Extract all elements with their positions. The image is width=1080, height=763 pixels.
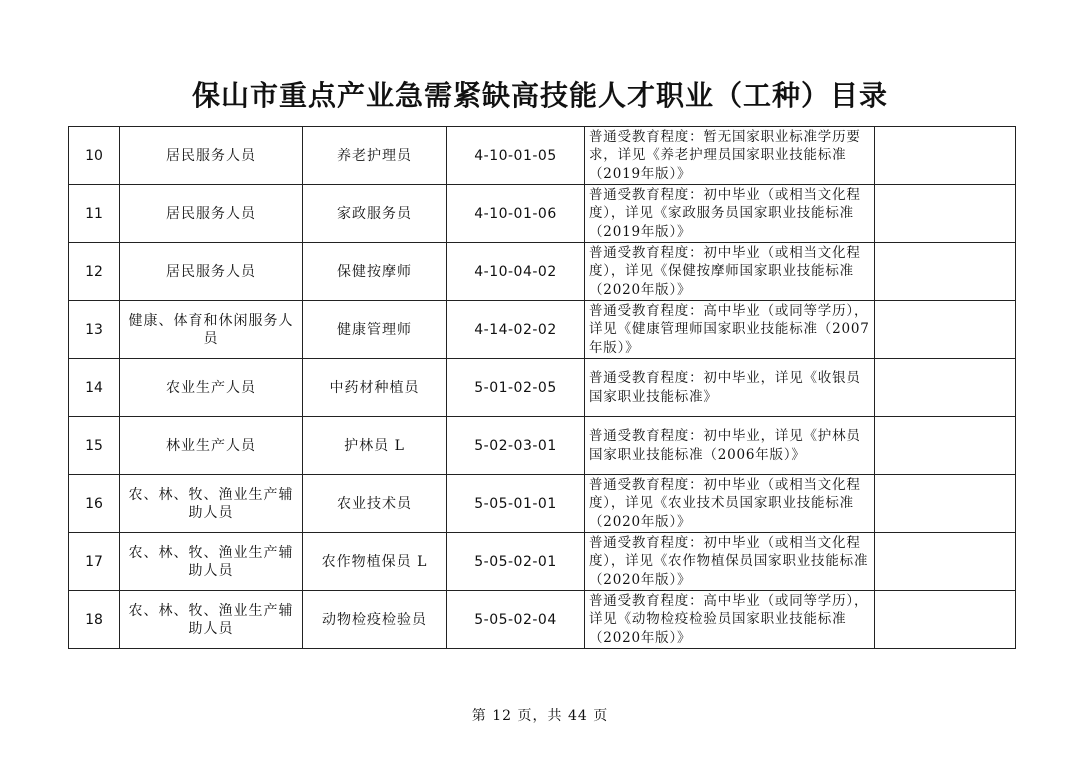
table-row bbox=[69, 417, 1016, 475]
occupation-code-cell: 5-05-01-01 bbox=[447, 475, 585, 533]
category-cell: 居民服务人员 bbox=[120, 127, 303, 185]
occupation-name-cell: 农业技术员 bbox=[303, 475, 447, 533]
extra-cell bbox=[875, 127, 1016, 185]
occupation-name-cell: 护林员 L bbox=[303, 417, 447, 475]
category-cell: 健康、体育和休闲服务人员 bbox=[120, 301, 303, 359]
occupation-table bbox=[68, 126, 1016, 649]
occupation-code-cell: 4-10-01-05 bbox=[447, 127, 585, 185]
category-cell: 农业生产人员 bbox=[120, 359, 303, 417]
table-row bbox=[69, 533, 1016, 591]
category-cell: 居民服务人员 bbox=[120, 185, 303, 243]
occupation-name-cell: 保健按摩师 bbox=[303, 243, 447, 301]
table-row bbox=[69, 185, 1016, 243]
table-row bbox=[69, 301, 1016, 359]
row-number: 15 bbox=[69, 417, 120, 475]
occupation-table-wrapper bbox=[68, 126, 1016, 649]
occupation-name-cell: 养老护理员 bbox=[303, 127, 447, 185]
occupation-name-cell: 家政服务员 bbox=[303, 185, 447, 243]
extra-cell bbox=[875, 243, 1016, 301]
requirement-cell: 普通受教育程度：初中毕业（或相当文化程度），详见《家政服务员国家职业技能标准（2019年版）》 bbox=[585, 185, 875, 243]
requirement-cell: 普通受教育程度：高中毕业（或同等学历），详见《健康管理师国家职业技能标准（2007年版）》 bbox=[585, 301, 875, 359]
row-number: 18 bbox=[69, 591, 120, 649]
row-number: 13 bbox=[69, 301, 120, 359]
category-cell: 农、林、牧、渔业生产辅助人员 bbox=[120, 591, 303, 649]
page-footer: 第 12 页，共 44 页 bbox=[471, 708, 609, 724]
occupation-code-cell: 4-10-01-06 bbox=[447, 185, 585, 243]
table-row bbox=[69, 475, 1016, 533]
requirement-cell: 普通受教育程度：高中毕业（或同等学历），详见《动物检疫检验员国家职业技能标准（2020年版）》 bbox=[585, 591, 875, 649]
row-number: 17 bbox=[69, 533, 120, 591]
table-row bbox=[69, 359, 1016, 417]
row-number: 10 bbox=[69, 127, 120, 185]
document-title: 保山市重点产业急需紧缺高技能人才职业（工种）目录 bbox=[191, 79, 888, 112]
requirement-cell: 普通受教育程度：初中毕业（或相当文化程度），详见《农作物植保员国家职业技能标准（2020年版）》 bbox=[585, 533, 875, 591]
occupation-name-cell: 中药材种植员 bbox=[303, 359, 447, 417]
extra-cell bbox=[875, 359, 1016, 417]
extra-cell bbox=[875, 533, 1016, 591]
extra-cell bbox=[875, 591, 1016, 649]
occupation-code-cell: 4-14-02-02 bbox=[447, 301, 585, 359]
extra-cell bbox=[875, 475, 1016, 533]
table-row bbox=[69, 591, 1016, 649]
requirement-cell: 普通受教育程度：初中毕业（或相当文化程度），详见《农业技术员国家职业技能标准（2020年版）》 bbox=[585, 475, 875, 533]
category-cell: 农、林、牧、渔业生产辅助人员 bbox=[120, 475, 303, 533]
category-cell: 居民服务人员 bbox=[120, 243, 303, 301]
requirement-cell: 普通受教育程度：初中毕业，详见《护林员国家职业技能标准（2006年版）》 bbox=[585, 417, 875, 475]
table-row bbox=[69, 243, 1016, 301]
requirement-cell: 普通受教育程度：初中毕业（或相当文化程度），详见《保健按摩师国家职业技能标准（2020年版）》 bbox=[585, 243, 875, 301]
occupation-code-cell: 5-05-02-01 bbox=[447, 533, 585, 591]
extra-cell bbox=[875, 417, 1016, 475]
row-number: 12 bbox=[69, 243, 120, 301]
occupation-code-cell: 4-10-04-02 bbox=[447, 243, 585, 301]
category-cell: 农、林、牧、渔业生产辅助人员 bbox=[120, 533, 303, 591]
row-number: 14 bbox=[69, 359, 120, 417]
occupation-code-cell: 5-05-02-04 bbox=[447, 591, 585, 649]
occupation-code-cell: 5-01-02-05 bbox=[447, 359, 585, 417]
requirement-cell: 普通受教育程度：暂无国家职业标准学历要求，详见《养老护理员国家职业技能标准（2019年版）》 bbox=[585, 127, 875, 185]
row-number: 11 bbox=[69, 185, 120, 243]
category-cell: 林业生产人员 bbox=[120, 417, 303, 475]
occupation-name-cell: 动物检疫检验员 bbox=[303, 591, 447, 649]
requirement-cell: 普通受教育程度：初中毕业，详见《收银员国家职业技能标准》 bbox=[585, 359, 875, 417]
extra-cell bbox=[875, 301, 1016, 359]
extra-cell bbox=[875, 185, 1016, 243]
table-row bbox=[69, 127, 1016, 185]
occupation-name-cell: 农作物植保员 L bbox=[303, 533, 447, 591]
occupation-code-cell: 5-02-03-01 bbox=[447, 417, 585, 475]
row-number: 16 bbox=[69, 475, 120, 533]
occupation-name-cell: 健康管理师 bbox=[303, 301, 447, 359]
